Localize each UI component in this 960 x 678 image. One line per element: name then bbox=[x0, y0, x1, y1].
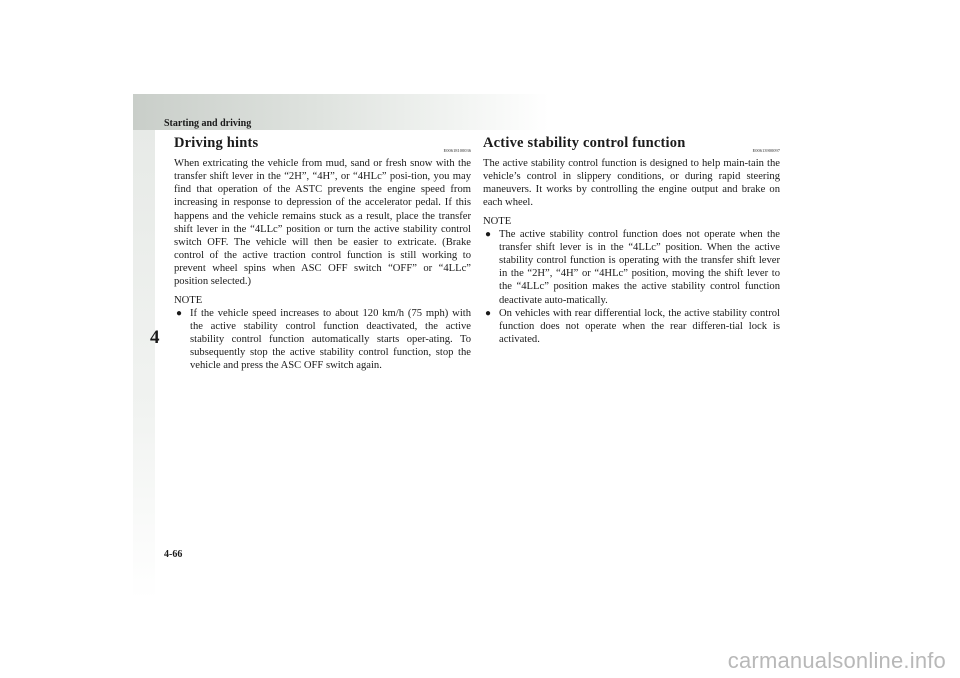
bullet-icon: ● bbox=[176, 307, 183, 319]
right-column bbox=[483, 137, 780, 346]
heading-text: Driving hints bbox=[174, 135, 259, 151]
note-item bbox=[174, 307, 471, 373]
chapter-number: 4 bbox=[150, 327, 160, 348]
note-block bbox=[174, 294, 471, 373]
reference-code: E00613900097 bbox=[752, 148, 780, 153]
body-paragraph: The active stability control function is designed to help main-tain the vehicle’s control in slippery conditions, or during rapid steering maneuvers. It works by controlling the engine output and brake on each wheel. bbox=[483, 158, 780, 209]
page-number: 4-66 bbox=[164, 549, 183, 560]
chapter-tab bbox=[133, 130, 155, 600]
left-column bbox=[174, 137, 471, 373]
bullet-icon: ● bbox=[485, 307, 492, 319]
note-label: NOTE bbox=[174, 294, 203, 306]
note-text: The active stability control function does not operate when the transfer shift lever is in the “4LLc” position. When the active stability control function is operating with the transfer shift lever in the “2H”, “4H” or “4HLc” position, moving the shift lever to the “4LLc” position makes the active stability control function deactivate auto-matically. bbox=[499, 228, 780, 306]
note-item bbox=[483, 307, 780, 346]
watermark-text: carmanualsonline.info bbox=[727, 648, 946, 673]
body-paragraph: When extricating the vehicle from mud, sand or fresh snow with the transfer shift lever in the “2H”, “4H”, or “4HLc” posi-tion, you may find that operation of the ASTC prevents the engine speed from increasing in response to depression of the accelerator pedal. If this happens and the vehicle remains stuck as a result, place the transfer shift lever in the “4LLc” position or turn the active stability control switch OFF. The vehicle will then be easier to extricate. (Brake control of the active traction control function is still working to prevent wheel spins when ASC OFF switch “OFF” or “4LLc” position selected.) bbox=[174, 158, 471, 288]
driving-hints-heading bbox=[174, 137, 471, 157]
section-title: Starting and driving bbox=[164, 118, 252, 129]
note-item bbox=[483, 228, 780, 307]
heading-text: Active stability control function bbox=[483, 135, 686, 151]
note-text: On vehicles with rear differential lock, the active stability control function does not operate when the rear differen-tial lock is activated. bbox=[499, 307, 780, 346]
reference-code: E00618100036 bbox=[443, 148, 471, 153]
active-stability-heading bbox=[483, 137, 780, 157]
note-text: If the vehicle speed increases to about 120 km/h (75 mph) with the active stability control function deactivated, the active stability control function automatically starts oper-ating. To subsequently stop the active stability control function, stop the vehicle and press the ASC OFF switch again. bbox=[190, 307, 471, 372]
bullet-icon: ● bbox=[485, 228, 492, 240]
note-label: NOTE bbox=[483, 215, 512, 227]
note-block bbox=[483, 215, 780, 347]
